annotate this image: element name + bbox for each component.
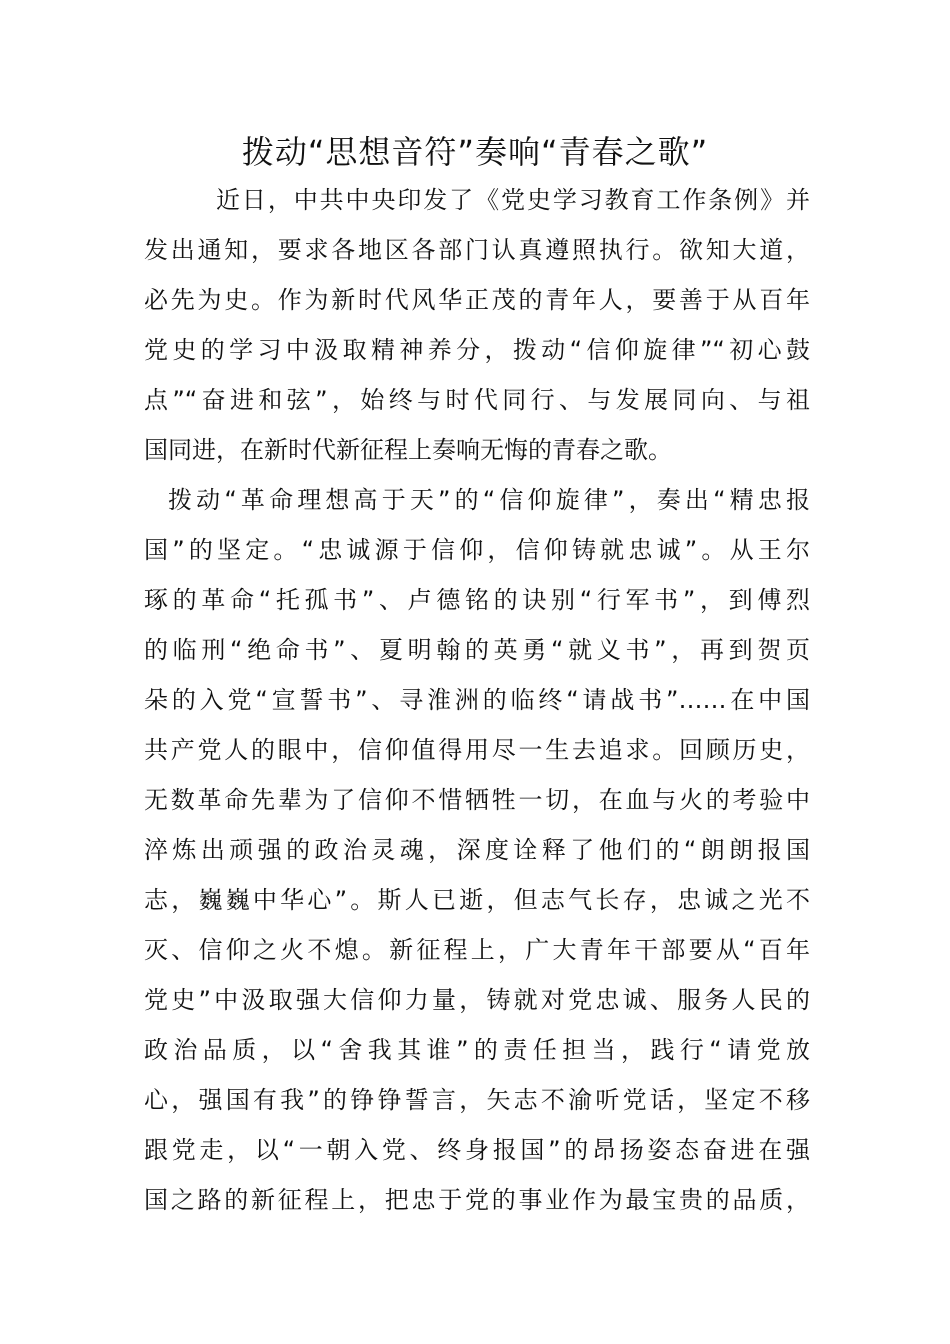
text-line: 国”的坚定。“忠诚源于信仰，信仰铸就忠诚”。从王尔 bbox=[144, 536, 810, 564]
paragraph-1 bbox=[144, 175, 810, 475]
paragraph-2 bbox=[144, 475, 810, 1225]
text-line: 共产党人的眼中，信仰值得用尽一生去追求。回顾历史， bbox=[144, 736, 810, 764]
text-line: 点”“奋进和弦”，始终与时代同行、与发展同向、与祖 bbox=[144, 386, 810, 414]
text-line: 政治品质，以“舍我其谁”的责任担当，践行“请党放 bbox=[144, 1036, 810, 1064]
document-body bbox=[144, 175, 810, 1225]
text-line: 志，巍巍中华心”。斯人已逝，但志气长存，忠诚之光不 bbox=[144, 886, 810, 914]
text-line: 灭、信仰之火不熄。新征程上，广大青年干部要从“百年 bbox=[144, 936, 810, 964]
text-line: 发出通知，要求各地区各部门认真遵照执行。欲知大道， bbox=[144, 236, 810, 264]
text-line: 党史”中汲取强大信仰力量，铸就对党忠诚、服务人民的 bbox=[144, 986, 810, 1014]
text-line: 的临刑“绝命书”、夏明翰的英勇“就义书”，再到贺页 bbox=[144, 636, 810, 664]
text-line: 无数革命先辈为了信仰不惜牺牲一切，在血与火的考验中 bbox=[144, 786, 810, 814]
text-line: 淬炼出顽强的政治灵魂，深度诠释了他们的“朗朗报国 bbox=[144, 836, 810, 864]
text-line: 朵的入党“宣誓书”、寻淮洲的临终“请战书”……在中国 bbox=[144, 686, 810, 714]
text-line: 拨动“革命理想高于天”的“信仰旋律”，奏出“精忠报 bbox=[168, 486, 810, 514]
text-line: 国之路的新征程上，把忠于党的事业作为最宝贵的品质， bbox=[144, 1186, 810, 1214]
text-line: 琢的革命“托孤书”、卢德铭的诀别“行军书”，到傅烈 bbox=[144, 586, 810, 614]
text-line: 国同进，在新时代新征程上奏响无悔的青春之歌。 bbox=[144, 436, 672, 464]
text-line: 党史的学习中汲取精神养分，拨动“信仰旋律”“初心鼓 bbox=[144, 336, 810, 364]
text-line: 近日，中共中央印发了《党史学习教育工作条例》并 bbox=[216, 186, 810, 214]
document-title: 拨动“思想音符”奏响“青春之歌” bbox=[241, 133, 709, 171]
text-line: 心，强国有我”的铮铮誓言，矢志不渝听党话，坚定不移 bbox=[144, 1086, 810, 1114]
text-line: 跟党走，以“一朝入党、终身报国”的昂扬姿态奋进在强 bbox=[144, 1136, 810, 1164]
text-line: 必先为史。作为新时代风华正茂的青年人，要善于从百年 bbox=[144, 286, 810, 314]
